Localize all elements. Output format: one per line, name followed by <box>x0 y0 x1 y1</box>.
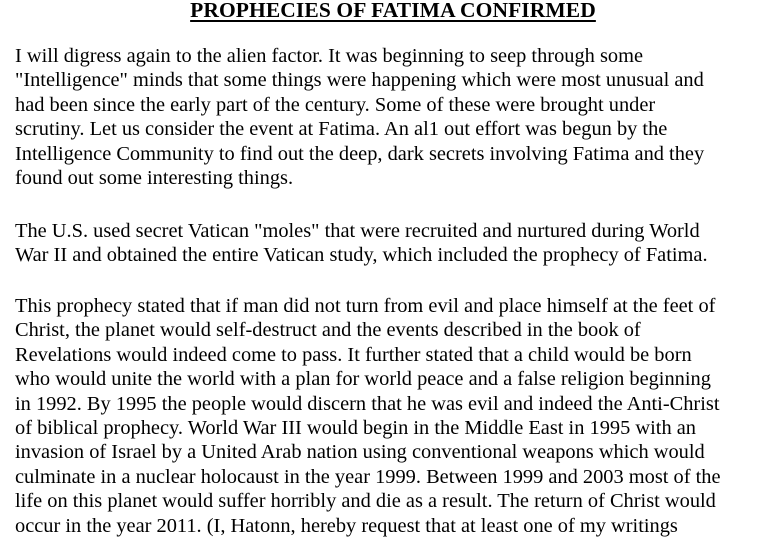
paragraph-line: "Intelligence" minds that some things were happening which were most unusual and <box>15 69 704 92</box>
paragraph-line: occur in the year 2011. (I, Hatonn, hereby request that at least one of my writings <box>15 514 678 537</box>
paragraph-line: This prophecy stated that if man did not turn from evil and place himself at the feet of <box>15 295 716 317</box>
paragraph-line: I will digress again to the alien factor. It was beginning to seep through some <box>15 45 643 67</box>
paragraph-line: Intelligence Community to find out the deep, dark secrets involving Fatima and they <box>15 142 705 165</box>
paragraph-line: of biblical prophecy. World War III would begin in the Middle East in 1995 with an <box>15 417 696 440</box>
paragraph-line: had been since the early part of the century. Some of these were brought under <box>15 93 656 116</box>
paragraph-line: found out some interesting things. <box>15 167 294 190</box>
paragraph-line: who would unite the world with a plan for world peace and a false religion beginning <box>15 368 711 391</box>
paragraph-line: culminate in a nuclear holocaust in the year 1999. Between 1999 and 2003 most of the <box>15 465 721 488</box>
paragraph-line: Christ, the planet would self-destruct and the events described in the book of <box>15 319 641 342</box>
page-title: PROPHECIES OF FATIMA CONFIRMED <box>190 0 596 22</box>
paragraph-line: in 1992. By 1995 the people would discern that he was evil and indeed the Anti-Christ <box>15 392 720 415</box>
paragraph-line: life on this planet would suffer horribly and die as a result. The return of Christ would <box>15 490 716 513</box>
paragraph-line: War II and obtained the entire Vatican study, which included the prophecy of Fatima. <box>15 244 708 267</box>
paragraph-line: scrutiny. Let us consider the event at Fatima. An al1 out effort was begun by the <box>15 118 668 141</box>
paragraph-line: invasion of Israel by a United Arab nation using conventional weapons which would <box>15 441 705 464</box>
paragraph-line: The U.S. used secret Vatican "moles" that were recruited and nurtured during World <box>15 220 700 242</box>
paragraph-alien-factor <box>15 44 704 190</box>
paragraph-line: Revelations would indeed come to pass. It further stated that a child would be born <box>15 343 692 366</box>
paragraph-prophecy <box>15 294 721 538</box>
paragraph-vatican-moles <box>15 219 708 268</box>
